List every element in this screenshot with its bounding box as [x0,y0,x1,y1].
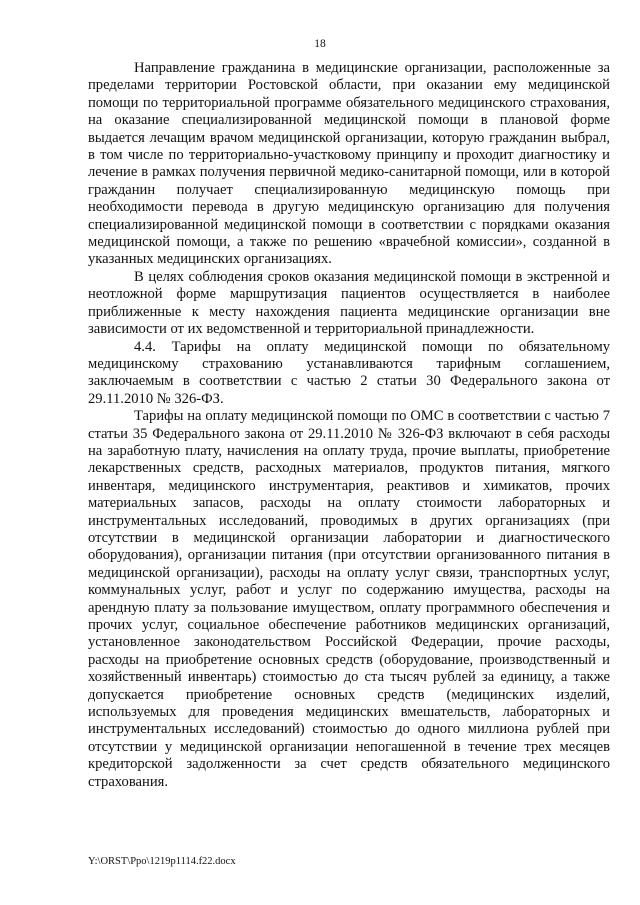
paragraph-emergency-routing: В целях соблюдения сроков оказания медицинской помощи в экстренной и неотложной форме маршрутизация пациентов осуществляется в наиболее приближенные к месту нахождения пациента медицинские организации вне зависимости от их ведомственной и территориальной принадлежности. [88,268,610,338]
paragraph-tariff-expenses: Тарифы на оплату медицинской помощи по ОМС в соответствии с частью 7 статьи 35 Федерального закона от 29.11.2010 № 326-ФЗ включают в себя расходы на заработную плату, начисления на оплату труда, прочие выплаты, приобретение лекарственных средств, расходных материалов, продуктов питания, мягкого инвентаря, медицинского инструментария, реактивов и химикатов, прочих материальных запасов, расходы на оплату стоимости лабораторных и инструментальных исследований, проводимых в других организациях (при отсутствии в медицинской организации лаборатории и диагностического оборудования), организации питания (при отсутствии организованного питания в медицинской организации), расходы на оплату услуг связи, транспортных услуг, коммунальных услуг, работ и услуг по содержанию имущества, расходы на арендную плату за пользование имуществом, оплату программного обеспечения и прочих услуг, социальное обеспечение работников медицинских организаций, установленное законодательством Российской Федерации, прочие расходы, расходы на приобретение основных средств (оборудование, производственный и хозяйственный инвентарь) стоимостью до ста тысяч рублей за единицу, а также допускается приобретение основных средств (медицинских изделий, используемых для проведения медицинских вмешательств, лабораторных и инструментальных исследований) стоимостью до одного миллиона рублей при отсутствии у медицинской организации непогашенной в течение трех месяцев кредиторской задолженности за счет средств обязательного медицинского страхования. [88,408,610,790]
paragraph-tariffs-4-4: 4.4. Тарифы на оплату медицинской помощи по обязательному медицинскому страхованию устанавливаются тарифным соглашением, заключаемым в соответствии с частью 2 статьи 30 Федерального закона от 29.11.2010 № 326-ФЗ. [88,338,610,407]
footer-file-path: Y:\ORST\Ppo\1219p1114.f22.docx [88,856,236,867]
document-body [88,60,610,791]
page-number: 18 [314,38,326,50]
paragraph-referral: Направление гражданина в медицинские организации, расположенные за пределами территории Ростовской области, при оказании ему медицинской помощи по территориальной программе обязательного медицинского страхования, на оказание специализированной медицинской помощи в плановой форме выдается лечащим врачом медицинской организации, которую гражданин выбрал, в том числе по территориально-участковому принципу и проходит диагностику и лечение в рамках получения первичной медико-санитарной помощи, или в которой гражданин получает специализированную медицинскую помощь при необходимости перевода в другую медицинскую организацию для получения специализированной медицинской помощи в соответствии с порядками оказания медицинской помощи, а также по решению «врачебной комиссии», созданной в указанных медицинских организациях. [88,60,610,268]
